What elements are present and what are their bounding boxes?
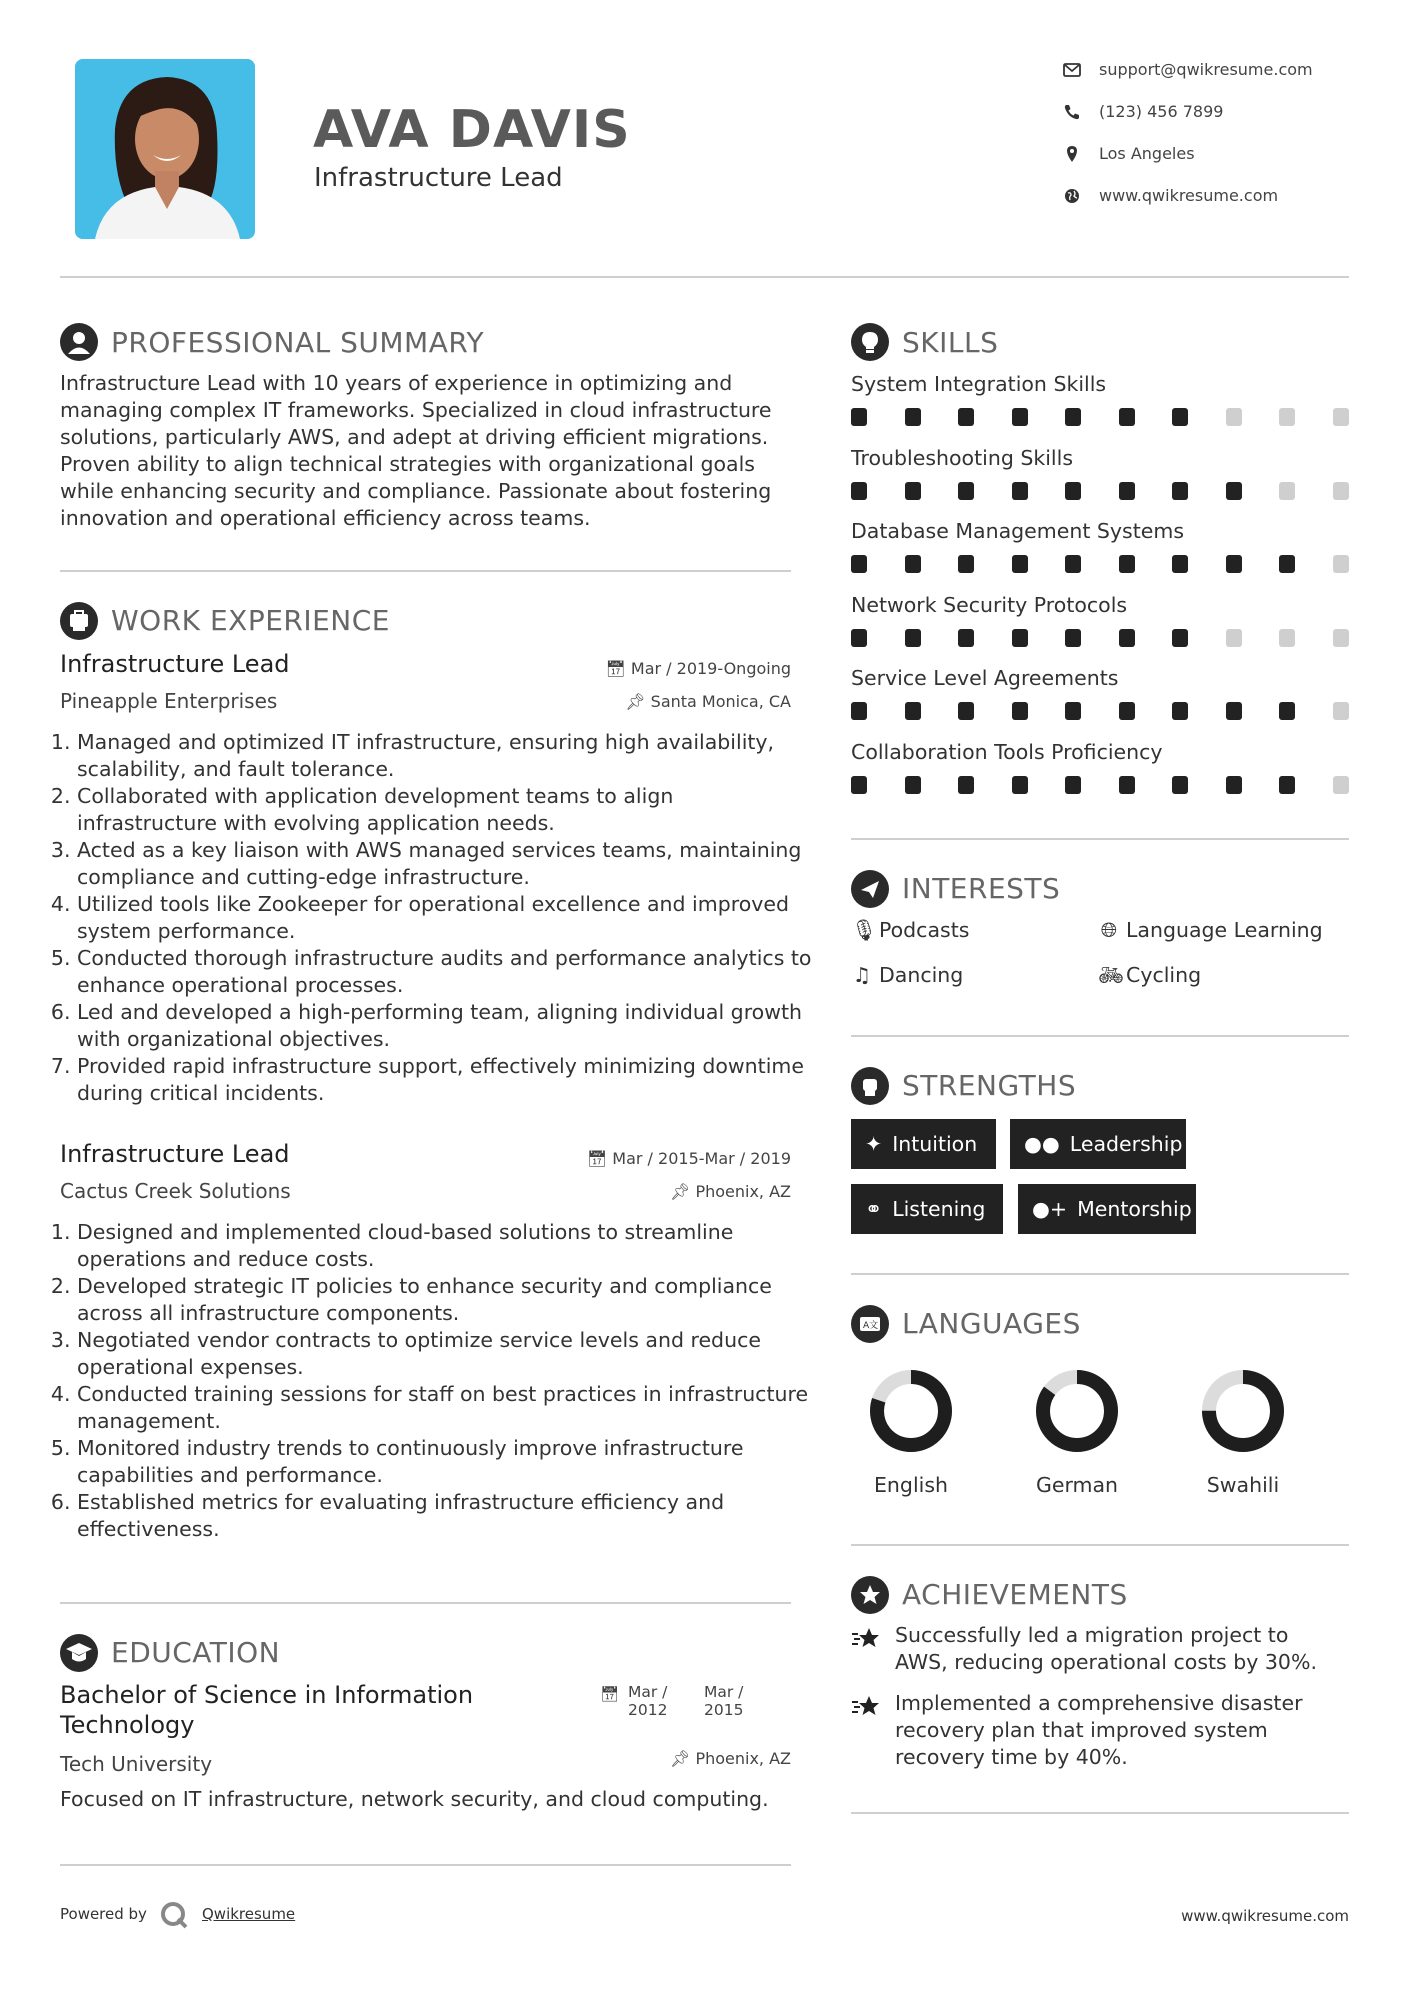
skill-name: Troubleshooting Skills (851, 446, 1074, 470)
achievement-item: Successfully led a migration project to AWS, reducing operational costs by 30%. (895, 1623, 1317, 1674)
star-badge-icon (851, 1576, 889, 1614)
skill-dot (1333, 776, 1349, 794)
skill-dot (1119, 555, 1135, 573)
skill-dot (851, 776, 867, 794)
achievements-divider (851, 1812, 1349, 1814)
user-icon (60, 323, 98, 361)
job-responsibilities (57, 729, 812, 1107)
skill-dot (1279, 776, 1295, 794)
strengths-heading: STRENGTHS (902, 1069, 1077, 1102)
education-heading: EDUCATION (111, 1636, 281, 1669)
skill-dot (905, 482, 921, 500)
summary-divider (60, 570, 791, 572)
skill-dot (1119, 482, 1135, 500)
skill-dot (958, 482, 974, 500)
skill-dot (1012, 702, 1028, 720)
strength-tag (851, 1184, 1003, 1234)
skill-dot (1119, 776, 1135, 794)
skill-dot (905, 776, 921, 794)
skill-dot (905, 702, 921, 720)
powered-by-label: Powered by (60, 1905, 147, 1923)
education-location-text: Phoenix, AZ (695, 1749, 791, 1768)
skill-name: Database Management Systems (851, 519, 1185, 543)
strength-tag (1010, 1119, 1186, 1169)
calendar-icon: 📅︎ (605, 659, 626, 678)
headphones-icon: ⚭ (865, 1197, 883, 1221)
skill-dot (1012, 408, 1028, 426)
qwikresume-logo-icon (158, 1899, 190, 1931)
skill-dot (1172, 702, 1188, 720)
job-date-text: Mar / 2019-Ongoing (630, 659, 791, 678)
phone-icon (1062, 102, 1082, 122)
degree-title: Bachelor of Science in Information Technology (60, 1681, 474, 1739)
skill-name: Service Level Agreements (851, 666, 1119, 690)
job-title: Infrastructure Lead (60, 650, 290, 678)
svg-text:A文: A文 (863, 1321, 879, 1331)
job-title: Infrastructure Lead (60, 1140, 290, 1168)
skills-divider (851, 838, 1349, 840)
list-item: 3. Negotiated vendor contracts to optimize service levels and reduce operational expenses. (77, 1327, 812, 1381)
interest-label: Dancing (879, 963, 964, 987)
skill-dot (905, 408, 921, 426)
fist-icon (851, 1067, 889, 1105)
skill-dot (1119, 408, 1135, 426)
interest-label: Language Learning (1126, 918, 1323, 942)
job-date (605, 659, 791, 678)
users-icon: ●● (1024, 1132, 1060, 1156)
strengths-divider (851, 1273, 1349, 1275)
list-item: 4. Utilized tools like Zookeeper for operational excellence and improved system performance. (77, 891, 812, 945)
education-divider (60, 1864, 791, 1866)
school-name: Tech University (60, 1752, 213, 1776)
list-item: 4. Conducted training sessions for staff on best practices in infrastructure management. (77, 1381, 812, 1435)
skill-dot (1333, 408, 1349, 426)
skill-dot (1279, 702, 1295, 720)
paper-plane-icon (851, 870, 889, 908)
skill-dot (1065, 408, 1081, 426)
language-label: Swahili (1206, 1473, 1280, 1497)
strength-label: Leadership (1069, 1132, 1183, 1156)
skill-dot (1333, 629, 1349, 647)
list-item: 2. Developed strategic IT policies to enhance security and compliance across all infrastructure components. (77, 1273, 812, 1327)
skill-name: Collaboration Tools Proficiency (851, 740, 1163, 764)
summary-heading: PROFESSIONAL SUMMARY (111, 326, 485, 359)
list-item: 2. Collaborated with application development teams to align infrastructure with evolving application needs. (77, 783, 812, 837)
skill-rating (851, 629, 1349, 647)
strength-tag (851, 1119, 996, 1169)
language-donut (866, 1366, 956, 1456)
skill-rating (851, 408, 1349, 426)
job-location-text: Santa Monica, CA (650, 692, 791, 711)
skill-dot (1279, 629, 1295, 647)
skill-dot (1279, 555, 1295, 573)
skill-dot (1065, 482, 1081, 500)
skill-rating (851, 482, 1349, 500)
skill-dot (1012, 555, 1028, 573)
education-description: Focused on IT infrastructure, network security, and cloud computing. (60, 1787, 769, 1811)
skill-dot (958, 776, 974, 794)
skill-dot (1065, 776, 1081, 794)
job-date (587, 1149, 791, 1168)
skill-dot (1012, 482, 1028, 500)
skill-dot (851, 702, 867, 720)
lightbulb-icon (851, 323, 889, 361)
achievements-heading: ACHIEVEMENTS (902, 1578, 1128, 1611)
list-item: 6. Established metrics for evaluating infrastructure efficiency and effectiveness. (77, 1489, 812, 1543)
footer-url[interactable]: www.qwikresume.com (1181, 1907, 1349, 1925)
skill-dot (958, 629, 974, 647)
skill-dot (905, 629, 921, 647)
skill-dot (1012, 629, 1028, 647)
interest-label: Cycling (1126, 963, 1202, 987)
bicycle-icon: 🚲︎ (1098, 963, 1125, 987)
interest-item (851, 918, 969, 943)
job-company: Pineapple Enterprises (60, 689, 278, 713)
interests-divider (851, 1035, 1349, 1037)
education-location (670, 1749, 791, 1768)
education-date-end: Mar / 2015 (704, 1683, 744, 1719)
languages-divider (851, 1544, 1349, 1546)
briefcase-icon (60, 602, 98, 640)
skill-dot (1172, 408, 1188, 426)
language-donut (1198, 1366, 1288, 1456)
experience-heading: WORK EXPERIENCE (111, 604, 390, 637)
language-icon (851, 1305, 889, 1343)
skill-dot (1226, 702, 1242, 720)
envelope-icon (1062, 60, 1082, 80)
interest-item (1098, 918, 1323, 943)
skill-dot (851, 629, 867, 647)
skill-name: System Integration Skills (851, 372, 1107, 396)
job-location (670, 1182, 791, 1201)
interests-heading: INTERESTS (902, 872, 1061, 905)
list-item: 1. Designed and implemented cloud-based solutions to streamline operations and reduce costs. (77, 1219, 812, 1273)
skill-dot (1279, 408, 1295, 426)
job-company: Cactus Creek Solutions (60, 1179, 291, 1203)
summary-text: Infrastructure Lead with 10 years of experience in optimizing and managing complex IT frameworks. Specialized in cloud infrastructure solutions, particularly AWS, and adept at driving efficient migrations. Proven ability to align technical strategies with organizational goals while enhancing security and compliance. Passionate about fostering innovation and operational efficiency across teams. (60, 371, 772, 530)
skill-dot (1226, 776, 1242, 794)
skill-name: Network Security Protocols (851, 593, 1128, 617)
skill-dot (1333, 702, 1349, 720)
strength-label: Mentorship (1077, 1197, 1192, 1221)
language-label: English (873, 1473, 949, 1497)
magic-wand-icon: ✦ (865, 1132, 883, 1156)
skill-dot (958, 702, 974, 720)
skill-dot (1226, 482, 1242, 500)
language-donut (1032, 1366, 1122, 1456)
skill-dot (1226, 408, 1242, 426)
calendar-icon: 📅︎ (600, 1685, 620, 1703)
interest-item (851, 963, 963, 987)
skill-dot (1333, 555, 1349, 573)
list-item: 7. Provided rapid infrastructure support, effectively minimizing downtime during critical incidents. (77, 1053, 812, 1107)
pin-icon: 📌︎ (625, 692, 646, 711)
profile-photo (75, 59, 255, 239)
microphone-icon: 🎙︎ (851, 918, 878, 942)
pin-icon: 📌︎ (670, 1749, 691, 1768)
languages-heading: LANGUAGES (902, 1307, 1081, 1340)
strength-tag (1018, 1184, 1196, 1234)
skill-dot (1172, 776, 1188, 794)
contact-location-text: Los Angeles (1099, 144, 1195, 163)
skill-dot (958, 555, 974, 573)
interest-item (1098, 963, 1201, 988)
globe-icon: 🌐︎ (1100, 918, 1118, 942)
calendar-icon: 📅︎ (586, 1149, 608, 1168)
user-plus-icon: ●+ (1032, 1197, 1068, 1221)
skill-dot (1226, 629, 1242, 647)
skill-dot (905, 555, 921, 573)
education-date-start: Mar / 2012 (628, 1683, 668, 1719)
skill-dot (1226, 555, 1242, 573)
skill-dot (1119, 629, 1135, 647)
skill-dot (1065, 555, 1081, 573)
job-location-text: Phoenix, AZ (695, 1182, 791, 1201)
brand-link[interactable]: Qwikresume (202, 1905, 296, 1923)
skill-dot (1172, 629, 1188, 647)
skill-dot (1065, 702, 1081, 720)
list-item: 6. Led and developed a high-performing team, aligning individual growth with organizational objectives. (77, 999, 812, 1053)
experience-divider (60, 1602, 791, 1604)
list-item: 5. Conducted thorough infrastructure audits and performance analytics to enhance operational processes. (77, 945, 812, 999)
star-icon (851, 1694, 883, 1720)
music-note-icon: ♫ (852, 963, 872, 987)
skill-dot (1012, 776, 1028, 794)
skill-rating (851, 555, 1349, 573)
strength-label: Listening (892, 1197, 986, 1221)
achievement-item: Implemented a comprehensive disaster recovery plan that improved system recovery time by 40%. (895, 1691, 1303, 1769)
job-date-text: Mar / 2015-Mar / 2019 (612, 1149, 791, 1168)
language-label: German (1035, 1473, 1119, 1497)
list-item: 3. Acted as a key liaison with AWS managed services teams, maintaining compliance and cutting-edge infrastructure. (77, 837, 812, 891)
contact-phone-text: (123) 456 7899 (1099, 102, 1224, 121)
skill-dot (1333, 482, 1349, 500)
list-item: 5. Monitored industry trends to continuously improve infrastructure capabilities and performance. (77, 1435, 812, 1489)
job-responsibilities (57, 1219, 812, 1543)
skill-dot (851, 555, 867, 573)
skill-dot (1119, 702, 1135, 720)
skill-rating (851, 702, 1349, 720)
graduation-cap-icon (60, 1634, 98, 1672)
skill-rating (851, 776, 1349, 794)
skill-dot (1279, 482, 1295, 500)
list-item: 1. Managed and optimized IT infrastructure, ensuring high availability, scalability, and fault tolerance. (77, 729, 812, 783)
contact-email-text: support@qwikresume.com (1099, 60, 1313, 79)
skills-heading: SKILLS (902, 326, 999, 359)
star-icon (851, 1626, 883, 1652)
pin-icon: 📌︎ (670, 1182, 691, 1201)
skill-dot (1172, 555, 1188, 573)
job-location (625, 692, 791, 711)
candidate-title: Infrastructure Lead (314, 163, 563, 193)
skill-dot (851, 482, 867, 500)
interest-label: Podcasts (879, 918, 970, 942)
skill-dot (1065, 629, 1081, 647)
map-marker-icon (1062, 144, 1082, 164)
strength-label: Intuition (892, 1132, 978, 1156)
globe-icon (1062, 186, 1082, 206)
header-divider (60, 276, 1349, 278)
skill-dot (1172, 482, 1188, 500)
contact-website-text: www.qwikresume.com (1099, 186, 1279, 205)
candidate-name: AVA DAVIS (313, 100, 631, 160)
skill-dot (851, 408, 867, 426)
skill-dot (958, 408, 974, 426)
